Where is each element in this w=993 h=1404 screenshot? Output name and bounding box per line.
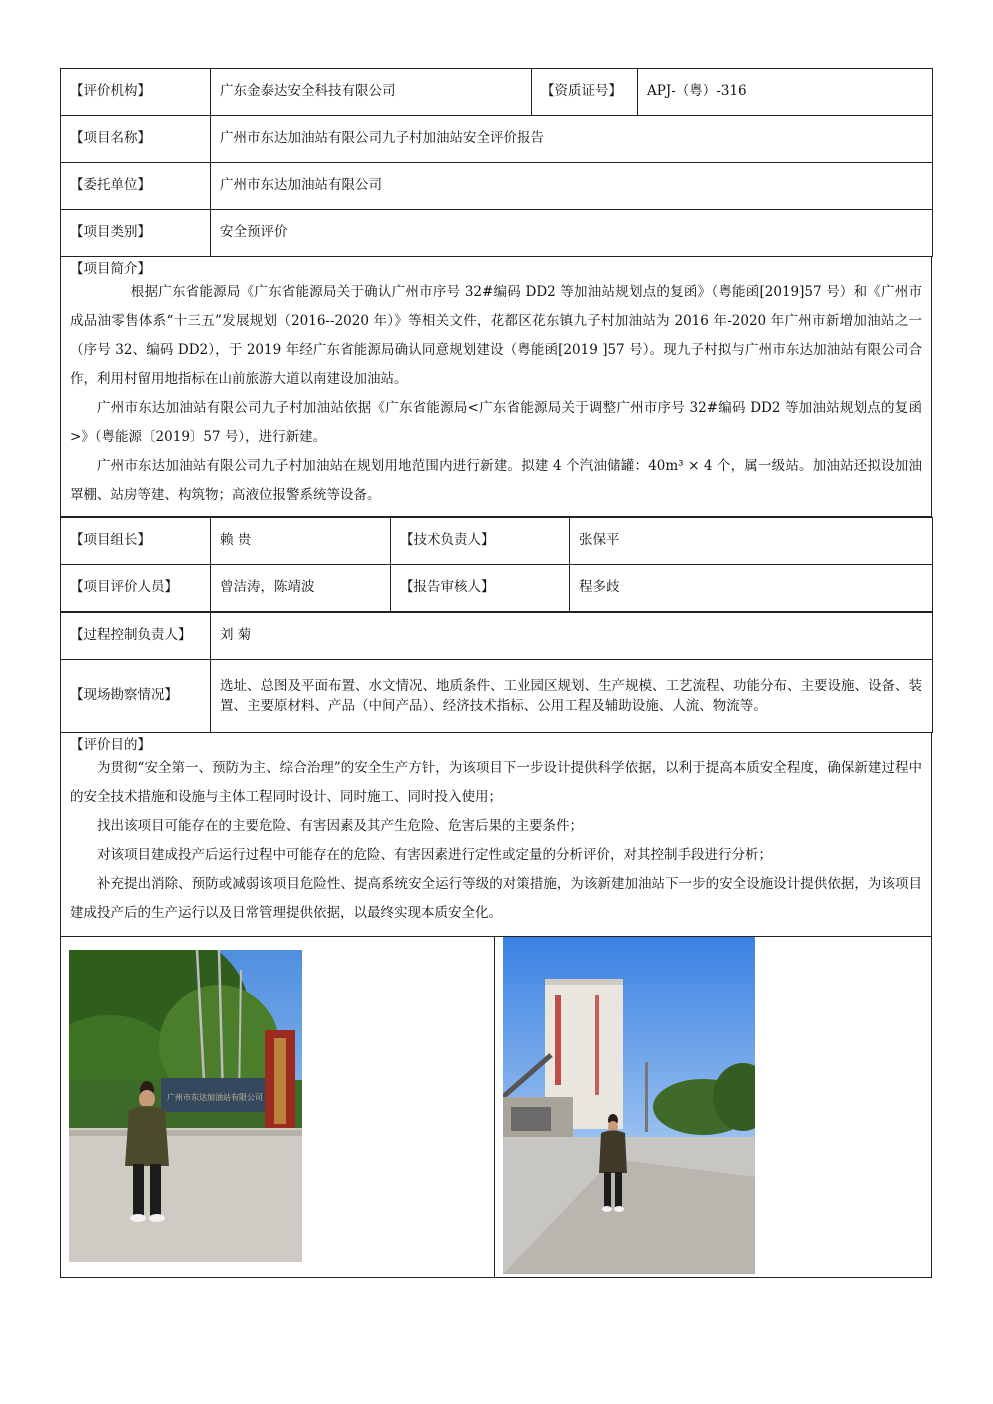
photo-cell-right: [494, 937, 932, 1277]
photo-cell-left: [61, 937, 494, 1277]
tech-lead-value: 张保平: [570, 518, 933, 565]
intro-paragraph: 根据广东省能源局《广东省能源局关于确认广州市序号 32#编码 DD2 等加油站规划点的复函》（粤能函[2019]57 号）和《广州市成品油零售体系“十三五”发展规划（2016--2020 年）》等相关文件，花都区花东镇九子村加油站为 2016 年-2020 年广州市新增加油站之一（序号 32、编码 DD2），于 2019 年经广东省能源局确认同意规划建设（粤能函[2019 ]57 号）。现九子村拟与广州市东达加油站有限公司合作，利用村留用地指标在山前旅游大道以南建设加油站。: [70, 284, 922, 387]
evaluators-value: 曾洁涛，陈靖波: [211, 565, 391, 612]
leader-label: 【项目组长】: [61, 518, 211, 565]
org-value: 广东金泰达安全科技有限公司: [211, 69, 532, 116]
intro-paragraph: 广州市东达加油站有限公司九子村加油站在规划用地范围内进行新建。拟建 4 个汽油储罐：40m³ × 4 个，属一级站。加油站还拟设加油罩棚、站房等建、构筑物；高液位报警系统等设备。: [70, 458, 922, 503]
info-table-top: [60, 68, 933, 257]
project-intro-section: [60, 257, 932, 517]
site-survey-label: 【现场勘察情况】: [61, 660, 211, 733]
process-ctrl-label: 【过程控制负责人】: [61, 613, 211, 660]
site-photo-entrance: [69, 950, 302, 1262]
project-name-value: 广州市东达加油站有限公司九子村加油站安全评价报告: [211, 116, 933, 163]
client-label: 【委托单位】: [61, 163, 211, 210]
site-photo-entrance-graphic: [69, 950, 302, 1262]
reviewer-value: 程多歧: [570, 565, 933, 612]
category-label: 【项目类别】: [61, 210, 211, 257]
purpose-paragraph: 为贯彻“安全第一、预防为主、综合治理”的安全生产方针，为该项目下一步设计提供科学依据，以利于提高本质安全程度，确保新建过程中的安全技术措施和设施与主体工程同时设计、同时施工、同时投入使用；: [70, 760, 922, 805]
category-value: 安全预评价: [211, 210, 933, 257]
tech-lead-label: 【技术负责人】: [391, 518, 570, 565]
reviewer-label: 【报告审核人】: [391, 565, 570, 612]
evaluation-purpose-label: 【评价目的】: [70, 737, 151, 753]
evaluators-label: 【项目评价人员】: [61, 565, 211, 612]
intro-paragraph: 广州市东达加油站有限公司九子村加油站依据《广东省能源局<广东省能源局关于调整广州市序号 32#编码 DD2 等加油站规划点的复函>》（粤能源〔2019〕57 号），进行新建。: [70, 400, 922, 445]
cert-value: APJ-（粤）-316: [638, 69, 933, 116]
purpose-paragraph: 补充提出消除、预防或减弱该项目危险性、提高系统安全运行等级的对策措施，为该新建加油站下一步的安全设施设计提供依据，为该项目建成投产后的生产运行以及日常管理提供依据，以最终实现本质安全化。: [70, 876, 922, 921]
purpose-paragraph: 找出该项目可能存在的主要危险、有害因素及其产生危险、危害后果的主要条件；: [97, 818, 583, 834]
evaluation-purpose-section: [60, 733, 932, 937]
process-ctrl-value: 刘 菊: [211, 613, 933, 660]
org-label: 【评价机构】: [61, 69, 211, 116]
site-photo-tower-graphic: [503, 937, 755, 1274]
project-name-label: 【项目名称】: [61, 116, 211, 163]
cert-label: 【资质证号】: [532, 69, 638, 116]
site-photo-tower: [503, 937, 755, 1274]
sign-text: 广州市东达加油站有限公司: [167, 1093, 263, 1102]
purpose-paragraph: 对该项目建成投产后运行过程中可能存在的危险、有害因素进行定性或定量的分析评价，对其控制手段进行分析；: [97, 847, 772, 863]
site-survey-value: 选址、总图及平面布置、水文情况、地质条件、工业园区规划、生产规模、工艺流程、功能分布、主要设施、设备、装置、主要原材料、产品（中间产品）、经济技术指标、公用工程及辅助设施、人流、物流等。: [211, 660, 933, 733]
leader-value: 赖 贵: [211, 518, 391, 565]
evaluation-info-sheet: [60, 68, 932, 1278]
client-value: 广州市东达加油站有限公司: [211, 163, 933, 210]
project-intro-label: 【项目简介】: [70, 261, 151, 277]
control-table: [60, 612, 933, 733]
personnel-table: [60, 517, 933, 612]
site-photos-row: [60, 937, 932, 1278]
